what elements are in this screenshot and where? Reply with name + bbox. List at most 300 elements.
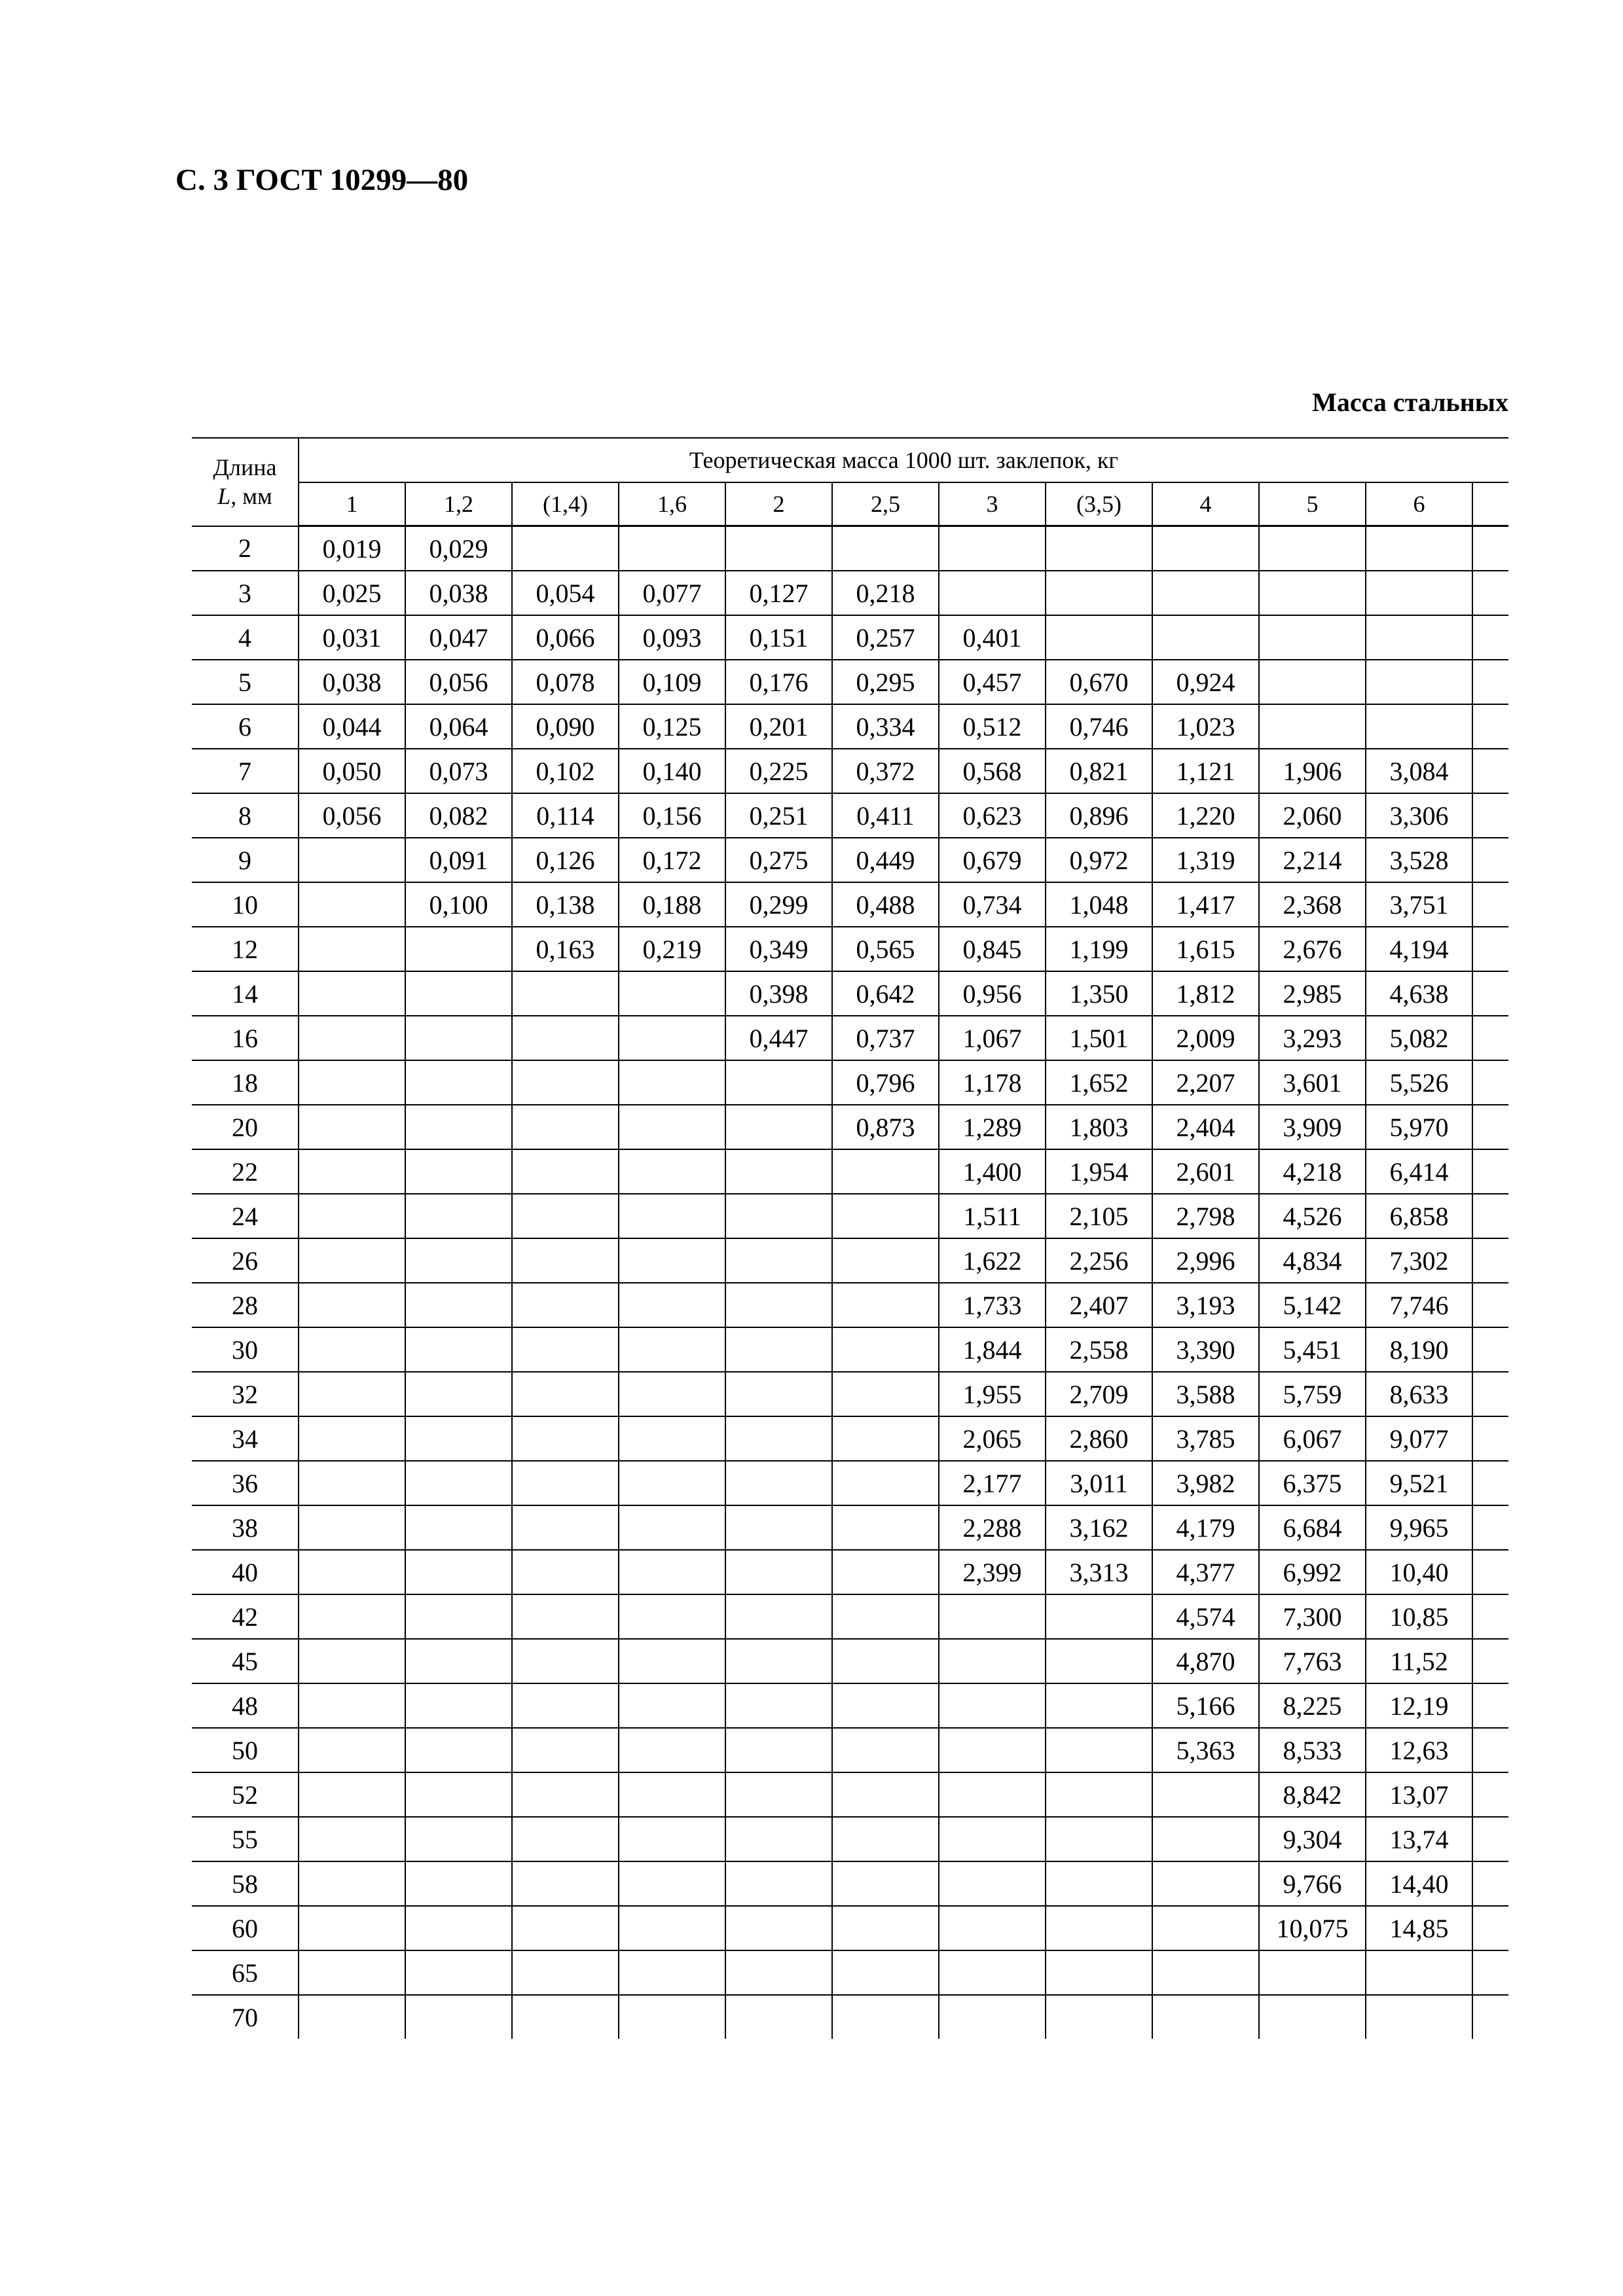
mass-cell	[619, 1016, 725, 1060]
length-cell: 8	[192, 793, 299, 838]
mass-cell: 0,398	[725, 971, 832, 1016]
table-row	[192, 1238, 1508, 1283]
mass-column-header: Теоретическая масса 1000 шт. заклепок, кг	[299, 438, 1508, 482]
length-cell: 38	[192, 1505, 299, 1550]
mass-cell	[1366, 571, 1472, 615]
mass-cell	[512, 1995, 619, 2039]
mass-cell	[725, 1194, 832, 1238]
mass-cell: 1,733	[939, 1283, 1046, 1327]
mass-cell: 9,766	[1259, 1861, 1366, 1906]
mass-cell	[619, 1505, 725, 1550]
mass-cell	[512, 1728, 619, 1772]
length-cell: 32	[192, 1372, 299, 1416]
table-row	[192, 749, 1508, 793]
mass-cell: 1,319	[1152, 838, 1259, 882]
mass-cell	[512, 526, 619, 571]
mass-cell: 2,404	[1152, 1105, 1259, 1149]
mass-cell	[299, 1194, 405, 1238]
mass-cell	[512, 1105, 619, 1149]
mass-cell: 7,763	[1259, 1639, 1366, 1683]
mass-cell	[619, 1461, 725, 1505]
mass-cell: 0,038	[405, 571, 512, 615]
mass-cell	[512, 1016, 619, 1060]
mass-cell: 0,047	[405, 615, 512, 660]
mass-cell: 5,363	[1152, 1728, 1259, 1772]
mass-cell	[299, 1238, 405, 1283]
mass-cell: 0,114	[512, 793, 619, 838]
mass-cell	[832, 1372, 939, 1416]
mass-cell	[1152, 1817, 1259, 1861]
mass-cell	[299, 1728, 405, 1772]
mass-cell	[832, 1995, 939, 2039]
mass-cell	[405, 1728, 512, 1772]
mass-cell	[299, 1416, 405, 1461]
mass-cell	[1259, 1950, 1366, 1995]
table-row	[192, 1283, 1508, 1327]
mass-cell	[619, 1639, 725, 1683]
mass-cell: 0,873	[832, 1105, 939, 1149]
mass-cell	[832, 1149, 939, 1194]
mass-cell	[1472, 1594, 1508, 1639]
mass-cell	[1472, 571, 1508, 615]
mass-cell: 0,411	[832, 793, 939, 838]
table-row	[192, 1416, 1508, 1461]
mass-cell: 0,025	[299, 571, 405, 615]
mass-cell	[512, 1861, 619, 1906]
length-header-word: Длина	[213, 454, 277, 481]
mass-cell: 0,746	[1046, 704, 1152, 749]
mass-cell: 3,162	[1046, 1505, 1152, 1550]
mass-cell	[619, 1995, 725, 2039]
rivet-mass-table	[192, 437, 1508, 2039]
mass-cell: 0,565	[832, 927, 939, 971]
mass-cell	[1046, 1995, 1152, 2039]
mass-cell: 0,126	[512, 838, 619, 882]
table-row	[192, 1060, 1508, 1105]
mass-cell: 0,201	[725, 704, 832, 749]
length-cell: 5	[192, 660, 299, 704]
mass-cell	[1472, 1861, 1508, 1906]
mass-cell: 2,368	[1259, 882, 1366, 927]
mass-cell	[725, 1906, 832, 1950]
mass-cell: 0,056	[405, 660, 512, 704]
mass-cell	[299, 971, 405, 1016]
mass-cell	[725, 1861, 832, 1906]
mass-cell	[832, 1461, 939, 1505]
mass-cell: 0,956	[939, 971, 1046, 1016]
mass-cell	[405, 1016, 512, 1060]
mass-cell	[832, 526, 939, 571]
length-cell: 10	[192, 882, 299, 927]
mass-cell	[725, 1372, 832, 1416]
mass-cell: 1,652	[1046, 1060, 1152, 1105]
mass-cell: 0,127	[725, 571, 832, 615]
mass-cell	[1472, 1238, 1508, 1283]
mass-cell	[939, 1950, 1046, 1995]
mass-cell: 0,077	[619, 571, 725, 615]
mass-cell	[299, 1372, 405, 1416]
mass-cell: 6,992	[1259, 1550, 1366, 1594]
mass-cell	[1152, 526, 1259, 571]
length-cell: 4	[192, 615, 299, 660]
length-cell: 14	[192, 971, 299, 1016]
mass-cell	[512, 1594, 619, 1639]
diameter-header-cell: 1,6	[619, 482, 725, 526]
mass-cell	[405, 927, 512, 971]
mass-cell	[1366, 704, 1472, 749]
mass-cell: 9,304	[1259, 1817, 1366, 1861]
length-cell: 58	[192, 1861, 299, 1906]
mass-cell: 0,845	[939, 927, 1046, 971]
mass-cell	[832, 1906, 939, 1950]
mass-cell: 2,709	[1046, 1372, 1152, 1416]
mass-cell: 3,588	[1152, 1372, 1259, 1416]
length-cell: 7	[192, 749, 299, 793]
mass-cell	[405, 1950, 512, 1995]
mass-cell: 1,622	[939, 1238, 1046, 1283]
mass-cell	[1472, 615, 1508, 660]
mass-cell	[512, 1327, 619, 1372]
mass-cell	[299, 1060, 405, 1105]
mass-cell	[619, 1772, 725, 1817]
mass-cell: 0,031	[299, 615, 405, 660]
mass-cell: 0,299	[725, 882, 832, 927]
mass-cell: 0,029	[405, 526, 512, 571]
diameter-header-cell: 6	[1366, 482, 1472, 526]
mass-cell	[405, 1550, 512, 1594]
mass-cell	[405, 1594, 512, 1639]
mass-cell	[1472, 749, 1508, 793]
mass-cell	[1046, 1817, 1152, 1861]
mass-cell: 0,019	[299, 526, 405, 571]
mass-cell: 0,670	[1046, 660, 1152, 704]
mass-cell: 3,982	[1152, 1461, 1259, 1505]
mass-cell: 0,082	[405, 793, 512, 838]
length-cell: 70	[192, 1995, 299, 2039]
mass-cell: 6,684	[1259, 1505, 1366, 1550]
mass-cell	[1472, 1327, 1508, 1372]
mass-cell: 0,138	[512, 882, 619, 927]
mass-cell: 4,179	[1152, 1505, 1259, 1550]
mass-cell: 5,082	[1366, 1016, 1472, 1060]
table-caption: Масса стальных	[1312, 387, 1508, 417]
diameter-header-row	[192, 482, 1508, 526]
mass-cell: 0,091	[405, 838, 512, 882]
length-cell: 18	[192, 1060, 299, 1105]
mass-cell	[619, 1283, 725, 1327]
mass-cell	[299, 1105, 405, 1149]
mass-cell	[1152, 615, 1259, 660]
mass-cell	[1152, 1995, 1259, 2039]
table-row	[192, 1194, 1508, 1238]
mass-cell	[1259, 571, 1366, 615]
mass-cell	[405, 1995, 512, 2039]
mass-cell: 2,601	[1152, 1149, 1259, 1194]
mass-cell: 3,785	[1152, 1416, 1259, 1461]
length-cell: 55	[192, 1817, 299, 1861]
mass-cell: 1,417	[1152, 882, 1259, 927]
table-row	[192, 1861, 1508, 1906]
diameter-header-cell: 1,2	[405, 482, 512, 526]
mass-cell: 3,193	[1152, 1283, 1259, 1327]
mass-cell: 0,275	[725, 838, 832, 882]
mass-cell	[725, 1639, 832, 1683]
mass-cell	[619, 1372, 725, 1416]
mass-cell	[832, 1950, 939, 1995]
mass-cell: 0,156	[619, 793, 725, 838]
mass-cell: 8,533	[1259, 1728, 1366, 1772]
mass-cell: 0,109	[619, 660, 725, 704]
mass-cell: 0,449	[832, 838, 939, 882]
mass-cell: 5,759	[1259, 1372, 1366, 1416]
mass-cell: 0,257	[832, 615, 939, 660]
mass-cell	[832, 1194, 939, 1238]
mass-cell	[405, 1060, 512, 1105]
mass-cell: 2,207	[1152, 1060, 1259, 1105]
diameter-header-cell: 2	[725, 482, 832, 526]
mass-cell	[832, 1817, 939, 1861]
mass-cell: 1,121	[1152, 749, 1259, 793]
mass-cell: 3,293	[1259, 1016, 1366, 1060]
mass-cell	[1472, 1505, 1508, 1550]
mass-cell: 14,85	[1366, 1906, 1472, 1950]
length-cell: 24	[192, 1194, 299, 1238]
page-header: С. 3 ГОСТ 10299—80	[175, 163, 469, 197]
mass-cell	[512, 1283, 619, 1327]
mass-cell	[405, 1283, 512, 1327]
mass-cell: 5,526	[1366, 1060, 1472, 1105]
mass-cell: 8,190	[1366, 1327, 1472, 1372]
mass-cell	[832, 1594, 939, 1639]
mass-cell	[299, 1772, 405, 1817]
length-cell: 6	[192, 704, 299, 749]
mass-cell: 0,295	[832, 660, 939, 704]
mass-cell	[299, 927, 405, 971]
mass-cell	[725, 1817, 832, 1861]
mass-cell	[1046, 1861, 1152, 1906]
mass-cell	[1472, 1194, 1508, 1238]
mass-cell	[725, 1149, 832, 1194]
table-row	[192, 1372, 1508, 1416]
mass-cell: 2,407	[1046, 1283, 1152, 1327]
mass-cell: 9,965	[1366, 1505, 1472, 1550]
mass-cell	[1046, 1772, 1152, 1817]
mass-cell: 5,166	[1152, 1683, 1259, 1728]
mass-cell	[512, 1372, 619, 1416]
mass-cell: 0,176	[725, 660, 832, 704]
length-header-unit: , мм	[230, 483, 272, 510]
mass-cell: 0,090	[512, 704, 619, 749]
mass-cell	[725, 1060, 832, 1105]
mass-cell: 2,009	[1152, 1016, 1259, 1060]
mass-cell: 1,803	[1046, 1105, 1152, 1149]
length-cell: 16	[192, 1016, 299, 1060]
mass-cell	[405, 1683, 512, 1728]
mass-cell: 0,050	[299, 749, 405, 793]
mass-cell	[299, 1505, 405, 1550]
mass-cell	[1472, 660, 1508, 704]
mass-cell	[1472, 1906, 1508, 1950]
mass-cell: 6,414	[1366, 1149, 1472, 1194]
table-row	[192, 1995, 1508, 2039]
mass-cell: 9,077	[1366, 1416, 1472, 1461]
diameter-header-cell: 1	[299, 482, 405, 526]
diameter-header-cell	[1472, 482, 1508, 526]
mass-cell: 13,74	[1366, 1817, 1472, 1861]
mass-cell	[832, 1683, 939, 1728]
mass-cell	[939, 1728, 1046, 1772]
mass-cell	[832, 1728, 939, 1772]
mass-cell	[1259, 704, 1366, 749]
diameter-header-cell: (3,5)	[1046, 482, 1152, 526]
mass-cell	[1046, 1950, 1152, 1995]
mass-cell	[619, 1327, 725, 1372]
mass-cell: 8,225	[1259, 1683, 1366, 1728]
mass-cell: 10,40	[1366, 1550, 1472, 1594]
mass-cell: 5,451	[1259, 1327, 1366, 1372]
mass-cell	[299, 1016, 405, 1060]
mass-cell: 2,065	[939, 1416, 1046, 1461]
mass-cell: 7,746	[1366, 1283, 1472, 1327]
mass-cell: 0,737	[832, 1016, 939, 1060]
mass-cell	[405, 1505, 512, 1550]
mass-cell: 0,349	[725, 927, 832, 971]
mass-cell	[299, 1683, 405, 1728]
mass-cell: 1,178	[939, 1060, 1046, 1105]
mass-cell: 0,073	[405, 749, 512, 793]
mass-cell	[1046, 526, 1152, 571]
mass-cell	[619, 1594, 725, 1639]
diameter-header-cell: (1,4)	[512, 482, 619, 526]
mass-cell: 0,064	[405, 704, 512, 749]
mass-cell	[725, 1995, 832, 2039]
mass-cell	[1472, 1639, 1508, 1683]
mass-cell	[1152, 571, 1259, 615]
mass-cell	[299, 882, 405, 927]
mass-cell	[1366, 526, 1472, 571]
mass-cell	[1472, 526, 1508, 571]
diameter-header-cell: 2,5	[832, 482, 939, 526]
mass-cell	[725, 1461, 832, 1505]
mass-cell	[725, 1283, 832, 1327]
mass-cell	[1046, 1594, 1152, 1639]
mass-cell: 4,526	[1259, 1194, 1366, 1238]
mass-cell	[939, 1861, 1046, 1906]
mass-cell	[1472, 1060, 1508, 1105]
mass-cell: 1,048	[1046, 882, 1152, 927]
mass-cell: 9,521	[1366, 1461, 1472, 1505]
table-row	[192, 526, 1508, 571]
mass-cell: 0,225	[725, 749, 832, 793]
mass-cell	[832, 1861, 939, 1906]
mass-cell: 1,955	[939, 1372, 1046, 1416]
mass-cell	[832, 1550, 939, 1594]
mass-cell: 2,399	[939, 1550, 1046, 1594]
mass-cell	[619, 1149, 725, 1194]
mass-cell	[1366, 1950, 1472, 1995]
mass-cell	[512, 971, 619, 1016]
mass-cell	[619, 1906, 725, 1950]
mass-cell	[405, 1372, 512, 1416]
mass-cell	[299, 1861, 405, 1906]
mass-cell: 0,821	[1046, 749, 1152, 793]
mass-cell	[512, 1639, 619, 1683]
mass-cell: 1,400	[939, 1149, 1046, 1194]
mass-cell	[832, 1238, 939, 1283]
mass-cell: 2,996	[1152, 1238, 1259, 1283]
mass-cell	[1046, 1728, 1152, 1772]
mass-cell	[299, 1283, 405, 1327]
mass-cell	[1259, 660, 1366, 704]
table-row	[192, 660, 1508, 704]
mass-cell	[939, 1772, 1046, 1817]
length-column-header	[192, 438, 299, 526]
mass-cell	[725, 1728, 832, 1772]
table-row	[192, 793, 1508, 838]
mass-cell	[1472, 1728, 1508, 1772]
mass-cell	[1152, 1906, 1259, 1950]
mass-cell: 3,751	[1366, 882, 1472, 927]
mass-cell	[1152, 1772, 1259, 1817]
mass-cell	[512, 1416, 619, 1461]
mass-cell: 0,066	[512, 615, 619, 660]
mass-cell	[939, 1906, 1046, 1950]
mass-cell	[832, 1416, 939, 1461]
mass-cell	[832, 1283, 939, 1327]
mass-cell	[405, 1906, 512, 1950]
mass-cell	[1152, 1950, 1259, 1995]
table-row	[192, 704, 1508, 749]
mass-cell	[725, 1105, 832, 1149]
mass-cell	[939, 1817, 1046, 1861]
mass-cell	[1472, 1950, 1508, 1995]
length-cell: 9	[192, 838, 299, 882]
mass-cell: 3,909	[1259, 1105, 1366, 1149]
mass-cell	[405, 1238, 512, 1283]
length-cell: 48	[192, 1683, 299, 1728]
mass-cell: 0,623	[939, 793, 1046, 838]
mass-cell	[619, 1060, 725, 1105]
mass-cell: 0,796	[832, 1060, 939, 1105]
mass-cell: 2,985	[1259, 971, 1366, 1016]
mass-cell	[619, 1416, 725, 1461]
table-row	[192, 1327, 1508, 1372]
mass-cell: 0,334	[832, 704, 939, 749]
mass-cell: 0,056	[299, 793, 405, 838]
mass-cell: 4,834	[1259, 1238, 1366, 1283]
mass-cell: 0,734	[939, 882, 1046, 927]
mass-cell: 3,306	[1366, 793, 1472, 838]
mass-cell: 0,054	[512, 571, 619, 615]
mass-cell: 0,488	[832, 882, 939, 927]
mass-cell: 2,105	[1046, 1194, 1152, 1238]
mass-cell	[405, 1461, 512, 1505]
mass-cell: 2,288	[939, 1505, 1046, 1550]
mass-cell: 0,372	[832, 749, 939, 793]
mass-cell	[1259, 1995, 1366, 2039]
mass-cell: 0,401	[939, 615, 1046, 660]
mass-cell	[405, 1639, 512, 1683]
mass-cell: 3,528	[1366, 838, 1472, 882]
mass-cell: 0,140	[619, 749, 725, 793]
length-cell: 65	[192, 1950, 299, 1995]
diameter-header-cell: 4	[1152, 482, 1259, 526]
mass-cell	[512, 1550, 619, 1594]
length-cell: 22	[192, 1149, 299, 1194]
mass-cell	[939, 571, 1046, 615]
mass-cell: 0,102	[512, 749, 619, 793]
mass-cell	[1472, 1149, 1508, 1194]
